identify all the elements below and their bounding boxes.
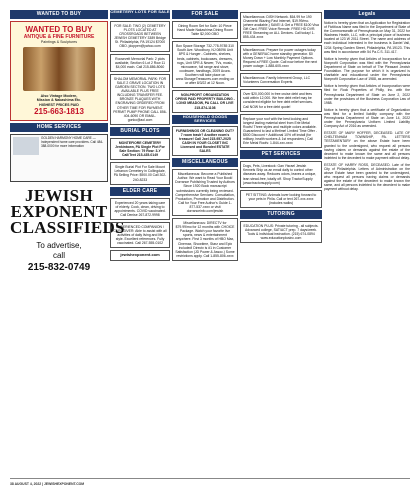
furniture-image (23, 47, 95, 91)
antique-line2: Mission & Nakashima Etc. (36, 98, 82, 103)
section-header-tutoring: TUTORING (240, 210, 322, 219)
antique-phone: 215-663-1813 (34, 106, 84, 116)
storage-ad: Box Space Storage 732-778-9785 310 South Ave. Woodbury, NJ 08096 Unit 8PS & Hunger - Cabinets, shelves, beds, cabinets, bookcases, dressers, rugs, Unit SPR & Newer, TVs, music, microwave, full range and stove, cookware, handbags, 2009 Acura. Southern will take place on www.StorageTreasures.com ending on or after 8/3/22 at 12 Noon. (172, 41, 238, 88)
antique-ad (10, 21, 108, 121)
pet-ad-1: Dogs, Pets, Livestock: Gan Yisrael Jewish Kennels Ship us an email daily to control other diseases away. Reduces odors, leaves a unique, lean stead-free, totally off. Shop TractorSupply (www.tractorsupply.com) (240, 161, 322, 187)
antique-line3: HIGHEST PRICES PAID (39, 102, 79, 107)
promo-title-jewish: JEWISH (25, 186, 93, 205)
page-footer: 38 AUGUST 4, 2022 | JEWISHEXPONENT.COM (10, 482, 85, 486)
section-header-cemetery: CEMETERY LOTS FOR SALE (110, 10, 170, 19)
legal-notice-4: Notice is hereby given that a certificate of Organization was filed for a limited liability company with the Pennsylvania Department of State on June 14, 2022 under the Pennsylvania Uniform Limited Liability Company Act of 2016 as amended. (324, 107, 410, 129)
column-legals (324, 10, 410, 195)
web-link[interactable]: jewishexponent.com (110, 250, 170, 260)
cemetery-ad-2: Roosevelt Memorial Park: 2 plots available, Section 6 Lot 2 Row 11 $4,000 each. Call 215-886-8060 (110, 54, 170, 72)
antique-ad-title: WANTED TO BUY (25, 25, 93, 34)
section-header-home: HOME SERVICES (10, 123, 108, 132)
column-misc (240, 10, 322, 245)
misc-ad-1: Miscellaneous: Become a Published Author. We want to Read Your Book! Dorrance Publishing Trusted by Authors Since 1920 Book manuscript submissions currently being reviewed. Comprehensive Services: Consultation, Production, Promotion and Distribution. Call for Your Free Author's Guide 1-877-537-xxxx or visit dorranceinfo.com/jewish (172, 169, 238, 216)
generac-ad: Miscellaneous: Prepare for power outages today with a GENERAC home standby generator. $0 Money Down + Low Monthly Payment Options. Request a FREE Quote. Call now before the next power outage: 1-888-605-xxxx (240, 45, 322, 71)
for-sale-ad-1: Dining Room Set for Sale: 10 Piece Hand Made Nakashima Dining Room Table $2,000 OBO (172, 21, 238, 39)
home-services-ad (10, 134, 108, 182)
burial-ad-2: Single Burial Plot For Sale Mount Lebanon Cemetery in Collingdale, PA Selling Price: $900.00 Call 302-240-8233 (110, 162, 170, 184)
home-ad-text: GOLDEN HARMONY HOME CARE — Independent home care providers. Call 484-388-0000 for more information (41, 136, 104, 148)
section-header-legals: Legals (324, 10, 410, 19)
pet-ad-2: PET SITTING: Animals lover looking forward to your pets in Phila. Call or text 267-xxx-xxxx (includes walks) (240, 190, 322, 208)
promo-phone[interactable]: 215-832-0749 (27, 262, 91, 273)
section-header-elder: ELDER CARE (110, 187, 170, 196)
burial-ad-1: MONTEFIORE CEMETERY Jenkintown, PA Single Plot For Sale Section: 79 Row: 3-Y Call/Text 215-435-0149 (110, 138, 170, 160)
section-header-burial: BURIAL PLOTS (110, 127, 170, 136)
exponent-promo (10, 186, 125, 273)
section-header-for-sale: FOR SALE (172, 10, 238, 19)
legal-notice-5: ESTATE OF MARY HOFFER, DECEASED. LATE OF CHELTENHAM TOWNSHIP, PA. LETTERS TESTAMENTARY on the above Estate have been granted to the undersigned, who request all persons having claims or demands against the estate of the decedent to make known the same and all persons indebted to the decedent to make payment without delay. (324, 131, 410, 160)
legal-notice-1: Notice is hereby given that an Application for Registration of Fictitious Name was filed in the Department of State of the Commonwealth of Pennsylvania on May 31, 2022 for Wadness Health, LLC, with a principal place of business located at 123 W 2011 Street. The name and address of each individual interested in the business is Daniel Vail, 1234 Spring Garden Street, Philadelphia, PA 19123. This was filed in accordance with 54 Pa.C.S. 311.417. (324, 21, 410, 54)
home-care-photo (13, 137, 39, 155)
section-header-pet: PET SERVICES (240, 150, 322, 159)
section-header-wanted: WANTED TO BUY (10, 10, 108, 19)
elder-ad-1: Experienced 20 years taking care of elderly. Cook, clean, driving to appointments. COVID vaccinated. Call Denise 267-872-9998 (110, 198, 170, 220)
roof-ad: Replace your roof with the best looking and longest lasting material steel from Erie Metal Roofs! Three styles and multiple colors available. Guaranteed to last a lifetime! Limited Time Offer - $500 Discount + Additional 10% off install (for military, health workers & 1st responders.) Call Erie Metal Roofs: 1-844-xxx-xxxx (240, 114, 322, 149)
furnishings-ad: FURNISHINGS OR CLEANING OUT? 7 room trash? Another room's treasure! Call Joel 215-957-2025 CASH IN YOUR CLOSET INC Licensed and Bonded ESTATE SALES (172, 126, 238, 157)
promo-title-classifieds: CLASSIFIEDS (10, 218, 125, 237)
section-header-misc: MISCELLANEOUS (172, 158, 238, 167)
promo-advertise: To advertise, (36, 241, 82, 250)
promo-title-exponent: EXPONENT (10, 202, 108, 221)
elder-ad-2: EXPERIENCED COMPANION / CAREGIVER: Able to assist with all activities of daily living and life style. Excellent references. Fully vaccinated. Call 267-555-0102 (110, 222, 170, 248)
antique-ad-sub2: Paintings & Sculptures (40, 40, 78, 44)
legal-notice-3: Notice is hereby given that Articles of Incorporation were filed for Rock Properties of Philly, Inc. with the Pennsylvania Department of State on June 2, 2022 under the provisions of the Business Corporation Law of 1988. (324, 84, 410, 105)
interment-ad: Miscellaneous: Family Interment Group, LLC Volunteers Conversation Experts (240, 73, 322, 87)
antique-ad-subtitle: ANTIQUE & FINE FURNITURE (23, 34, 95, 40)
promo-call: call (52, 251, 65, 260)
tutoring-ad: EDUCATION PLUS: Private tutoring - all subjects. Advanced college, SAT/ACT prep. 7 days/week. Tools & individual instruction. (215) 674-0894 www.educationplusinc.com (240, 221, 322, 243)
column-cemetery (110, 10, 170, 263)
footer-rule (10, 478, 410, 479)
cemetery-ad-1: FOR SALE: TWO (2) CEMETERY PLOTS LOCATED AT CROSSROADS BETWEEN JEWISH CEMETERY 3389 Bridge St. Philadelphia, PA 19124 $7000 OBO. jdoppen@yahoo.com (110, 21, 170, 52)
column-wanted (10, 10, 125, 273)
section-header-household: HOUSEHOLD GOODS SERVICES (172, 115, 238, 124)
auction-ad: NON-PROFIT ORGANIZATION OPENS PAID PROPERTY BUILDING - LONG MEADOW, PA CALL OR LIVE 215-874-1108 (172, 90, 238, 112)
legal-notice-6: ESTATE OF HARRY ROSS, DECEASED. Late of the City of Philadelphia. Letters of Administration on the above Estate have been granted to the undersigned, who request all persons having claims or demands against the estate of the decedent to make known the same, and all persons indebted to the decedent to make payment without delay. (324, 162, 410, 192)
dish-ad: Miscellaneous: DISH Network. $64.99 for 190 Channels! Blazing Fast Internet, $19.99/mo. (where available.) SAVE! & Get a FREE $100 Visa Gift Card. FREE Voice Remote. FREE HD DVR. FREE Streaming on ALL Devices. Call today! 1-855-434-xxxx (240, 12, 322, 43)
legal-notice-2: Notice is hereby given that Articles of Incorporation for a Nonprofit Corporation was filed with the Pennsylvania Department of State on behalf of The Pleasant Jewish Foundation. The purpose for which it is organized is charitable and educational under the Pennsylvania Nonprofit Corporation Law of 1988, as amended. (324, 56, 410, 82)
antique-line1: Also Vintage Modern, (40, 94, 78, 99)
debt-ad: Over $20,000,000 in free cruise debt and fees sold within 12,000. We free debt relief may be considered eligible for free debt relief services. Call NOW for a free debt quote! (240, 89, 322, 111)
cemetery-ad-3: SHALOM MEMORIAL PARK: FOR SALE 2 GRAVE LOCATION IN GARDEN SECTION. TWO LOTS AVAILABLE PLUS FREE INCLUDING TRANSFER FEE. BRONZE PLAQUES WITH ENGRAVING ORDERED FROM OTHER TIME FOR PAYMENT. PERMIT PUMP PHONE CALL 856-404-6090 OR EMAIL. gonko@aol.com (110, 74, 170, 125)
column-for-sale (172, 10, 238, 263)
misc-ad-2: Miscellaneous: DIRECTV for $79.99/mo for 12 months with CHOICE Package. Watch your favorite live sports, news & entertainment anywhere. First 3 months of HBO Max, Cinemax, Showtime, Starz and Epix included! Directv is #1 in Customer Satisfaction (JD Power & Assoc.) Some restrictions apply. Call 1-855-806-xxxx (172, 218, 238, 261)
